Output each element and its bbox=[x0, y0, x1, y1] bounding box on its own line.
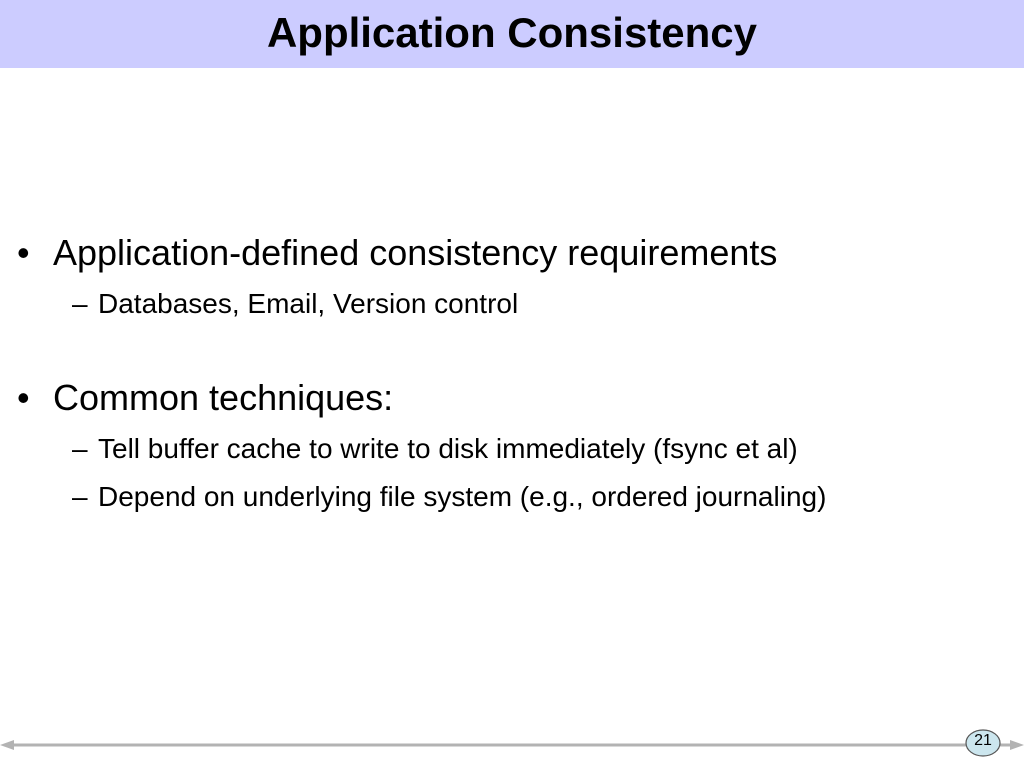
sub-bullet-marker: – bbox=[72, 288, 88, 319]
sub-bullet-text: Depend on underlying file system (e.g., ordered journaling) bbox=[98, 481, 827, 512]
bullet-marker: • bbox=[17, 377, 30, 418]
footer-left-arrow-icon bbox=[0, 740, 14, 750]
sub-bullet-text: Databases, Email, Version control bbox=[98, 288, 519, 319]
bullet-text: Application-defined consistency requirements bbox=[53, 232, 778, 273]
bullet-marker: • bbox=[17, 232, 30, 273]
sub-bullet-marker: – bbox=[72, 433, 88, 464]
footer-right-arrow-icon bbox=[1010, 740, 1024, 750]
sub-bullet-marker: – bbox=[72, 481, 88, 512]
footer-divider bbox=[0, 730, 1024, 760]
page-number: 21 bbox=[974, 732, 992, 749]
bullet-text: Common techniques: bbox=[53, 377, 394, 418]
sub-bullet-text: Tell buffer cache to write to disk immediately (fsync et al) bbox=[98, 433, 798, 464]
slide-title: Application Consistency bbox=[266, 9, 758, 56]
